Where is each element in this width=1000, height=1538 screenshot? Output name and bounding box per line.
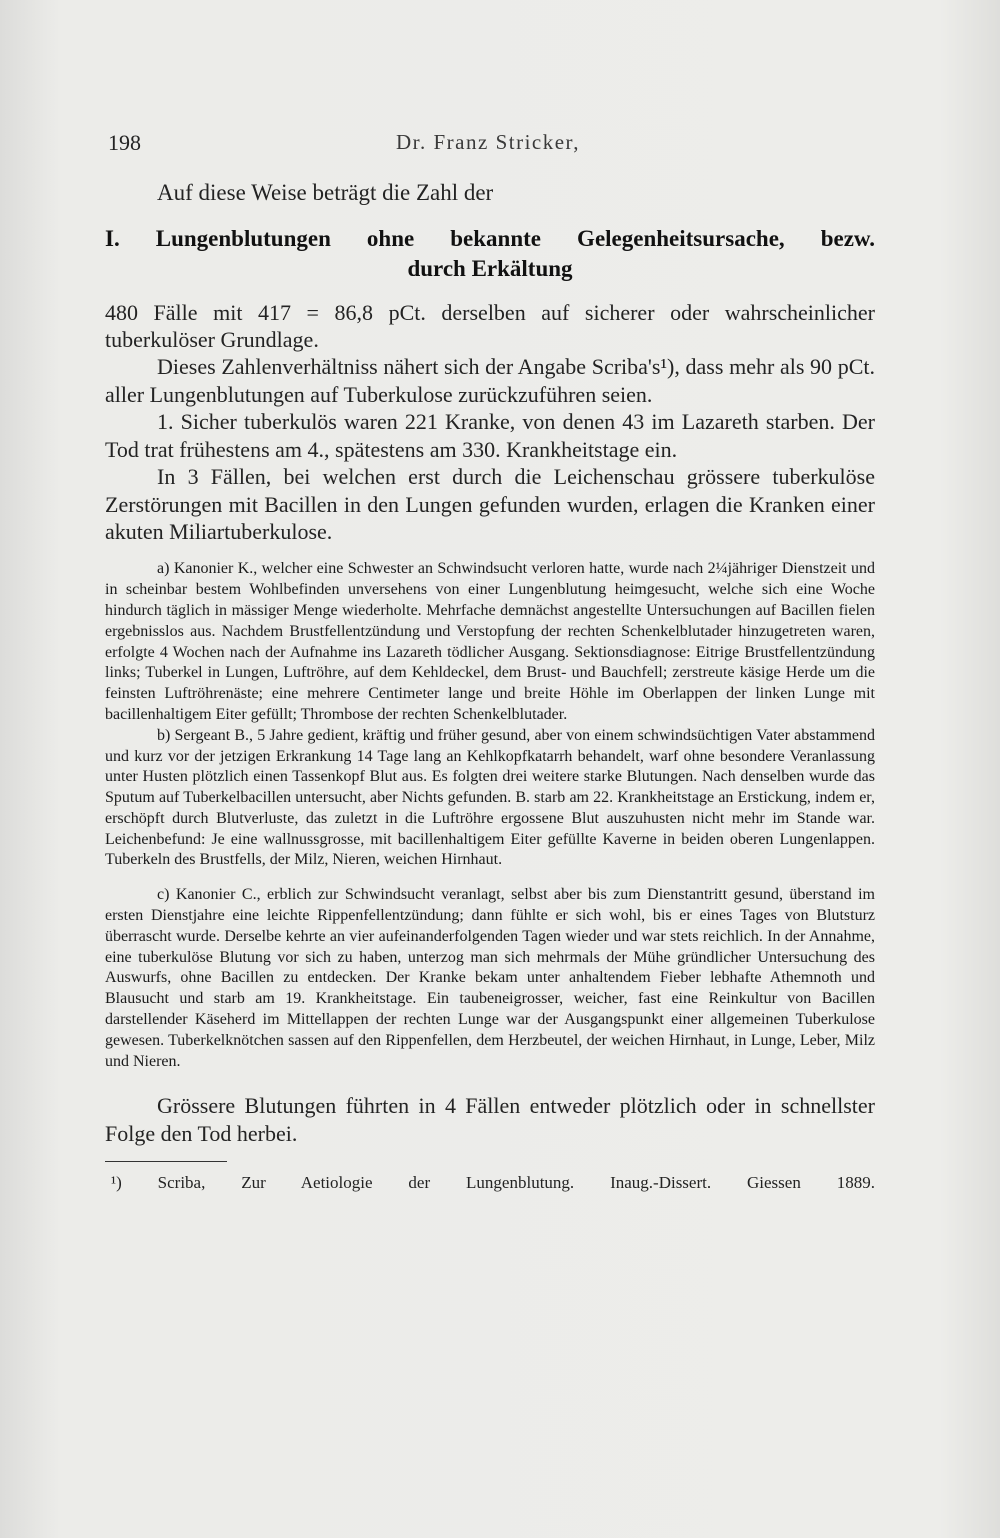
section-heading xyxy=(105,224,875,284)
running-head: Dr. Franz Stricker, xyxy=(396,130,580,154)
page-content xyxy=(105,178,875,1194)
section-heading-line-2: durch Erkältung xyxy=(407,255,573,281)
paragraph-scriba: Dieses Zahlenverhältniss nähert sich der Angabe Scriba's¹), dass mehr als 90 pCt. aller Lungenblutungen auf Tuberkulose zurückzuführen seien. xyxy=(105,354,875,407)
footnote: ¹) Scriba, Zur Aetiologie der Lungenblutung. Inaug.-Dissert. Giessen 1889. xyxy=(111,1173,875,1193)
page-header xyxy=(108,130,880,164)
case-b: b) Sergeant B., 5 Jahre gedient, kräftig und früher gesund, aber von einem schwindsüchtigen Vater abstammend und kurz vor der jetzigen Erkrankung 14 Tage lang an Kehlkopfkatarrh behandelt, warf ohne besondere Veranlassung unter Husten plötzlich einen Tassenkopf Blut aus. Es folgten drei weitere starke Blutungen. Nach denselben wurde das Sputum auf Tuberkelbacillen untersucht, aber Nichts gefunden. B. starb am 22. Krankheitstage an Erstickung, indem er, erschöpft durch Blutverluste, das zuletzt in die Luftröhre ergossene Blut auszuhusten nicht mehr im Stande war. Leichenbefund: Je eine wallnussgrosse, mit bacillenhaltigem Eiter gefüllte Kaverne in beiden oberen Lungenlappen. Tuberkeln des Brustfells, der Milz, Nieren, weichen Hirnhaut. xyxy=(105,726,875,869)
paragraph-miliary: In 3 Fällen, bei welchen erst durch die Leichenschau grössere tuberkulöse Zerstörungen mit Bacillen in den Lungen gefunden wurden, erlagen die Kranken einer akuten Miliartuberkulose. xyxy=(105,464,875,544)
footnote-divider xyxy=(105,1161,227,1162)
page-number: 198 xyxy=(108,130,141,155)
intro-line: Auf diese Weise beträgt die Zahl der xyxy=(157,180,494,205)
case-c: c) Kanonier C., erblich zur Schwindsucht veranlagt, selbst aber bis zum Dienstantritt gesund, überstand im ersten Dienstjahre eine leichte Rippenfellentzündung; dann fühlte er sich wohl, bis er eines Tages von Blutsturz überrascht wurde. Derselbe kehrte an vier aufeinanderfolgenden Tagen wieder und war stets reichlich. In der Annahme, eine tuberkulöse Blutung vor sich zu haben, unterzog man sich mehrmals der Mühe gründlicher Untersuchung des Auswurfs, ohne Bacillen zu entdecken. Der Kranke bekam unter anhaltendem Fieber lebhafte Athemnoth und Blausucht und starb am 19. Krankheitstage. Ein taubeneigrosser, weicher, fast eine Reinkultur von Bacillen darstellender Käseherd im Mittellappen der rechten Lunge war der Ausgangspunkt einer allgemeinen Tuberkulose gewesen. Tuberkelknötchen sassen auf den Rippenfellen, dem Herzbeutel, der weichen Hirnhaut, in Lunge, Leber, Milz und Nieren. xyxy=(105,886,875,1070)
section-heading-line-1: I. Lungenblutungen ohne bekannte Gelegenheitsursache, bezw. xyxy=(105,225,875,251)
paragraph-statistics: 480 Fälle mit 417 = 86,8 pCt. derselben auf sicherer oder wahrscheinlicher tuberkulöser Grundlage. xyxy=(105,299,875,353)
case-a: a) Kanonier K., welcher eine Schwester an Schwindsucht verloren hatte, wurde nach 2¼jähriger Dienstzeit und in scheinbar bestem Wohlbefinden unversehens von einer Lungenblutung heimgesucht, welche sich eine Woche hindurch täglich in mässiger Menge wiederholte. Mehrfache demnächst angestellte Untersuchungen auf Bacillen fielen ergebnisslos aus. Nachdem Brustfellentzündung und Verstopfung der rechten Schenkelblutader hinzugetreten waren, erfolgte 4 Wochen nach der Aufnahme ins Lazareth tödlicher Ausgang. Sektionsdiagnose: Eitrige Brustfellentzündung links; Tuberkel in Lungen, Luftröhre, auf dem Kehldeckel, dem Brust- und Bauchfell; zerstreute käsige Herde um die feinsten Luftröhrenäste; eine mehrere Centimeter lange und breite Höhle im Oberlappen der linken Lunge mit bacillenhaltigem Eiter gefüllt; Thrombose der rechten Schenkelblutader. xyxy=(105,560,875,723)
closing-paragraph: Grössere Blutungen führten in 4 Fällen entweder plötzlich oder in schnellster Folge den Tod herbei. xyxy=(105,1093,875,1146)
paragraph-tuberculous-count: 1. Sicher tuberkulös waren 221 Kranke, von denen 43 im Lazareth starben. Der Tod trat frühestens am 4., spätestens am 330. Krankheitstage ein. xyxy=(105,409,875,462)
